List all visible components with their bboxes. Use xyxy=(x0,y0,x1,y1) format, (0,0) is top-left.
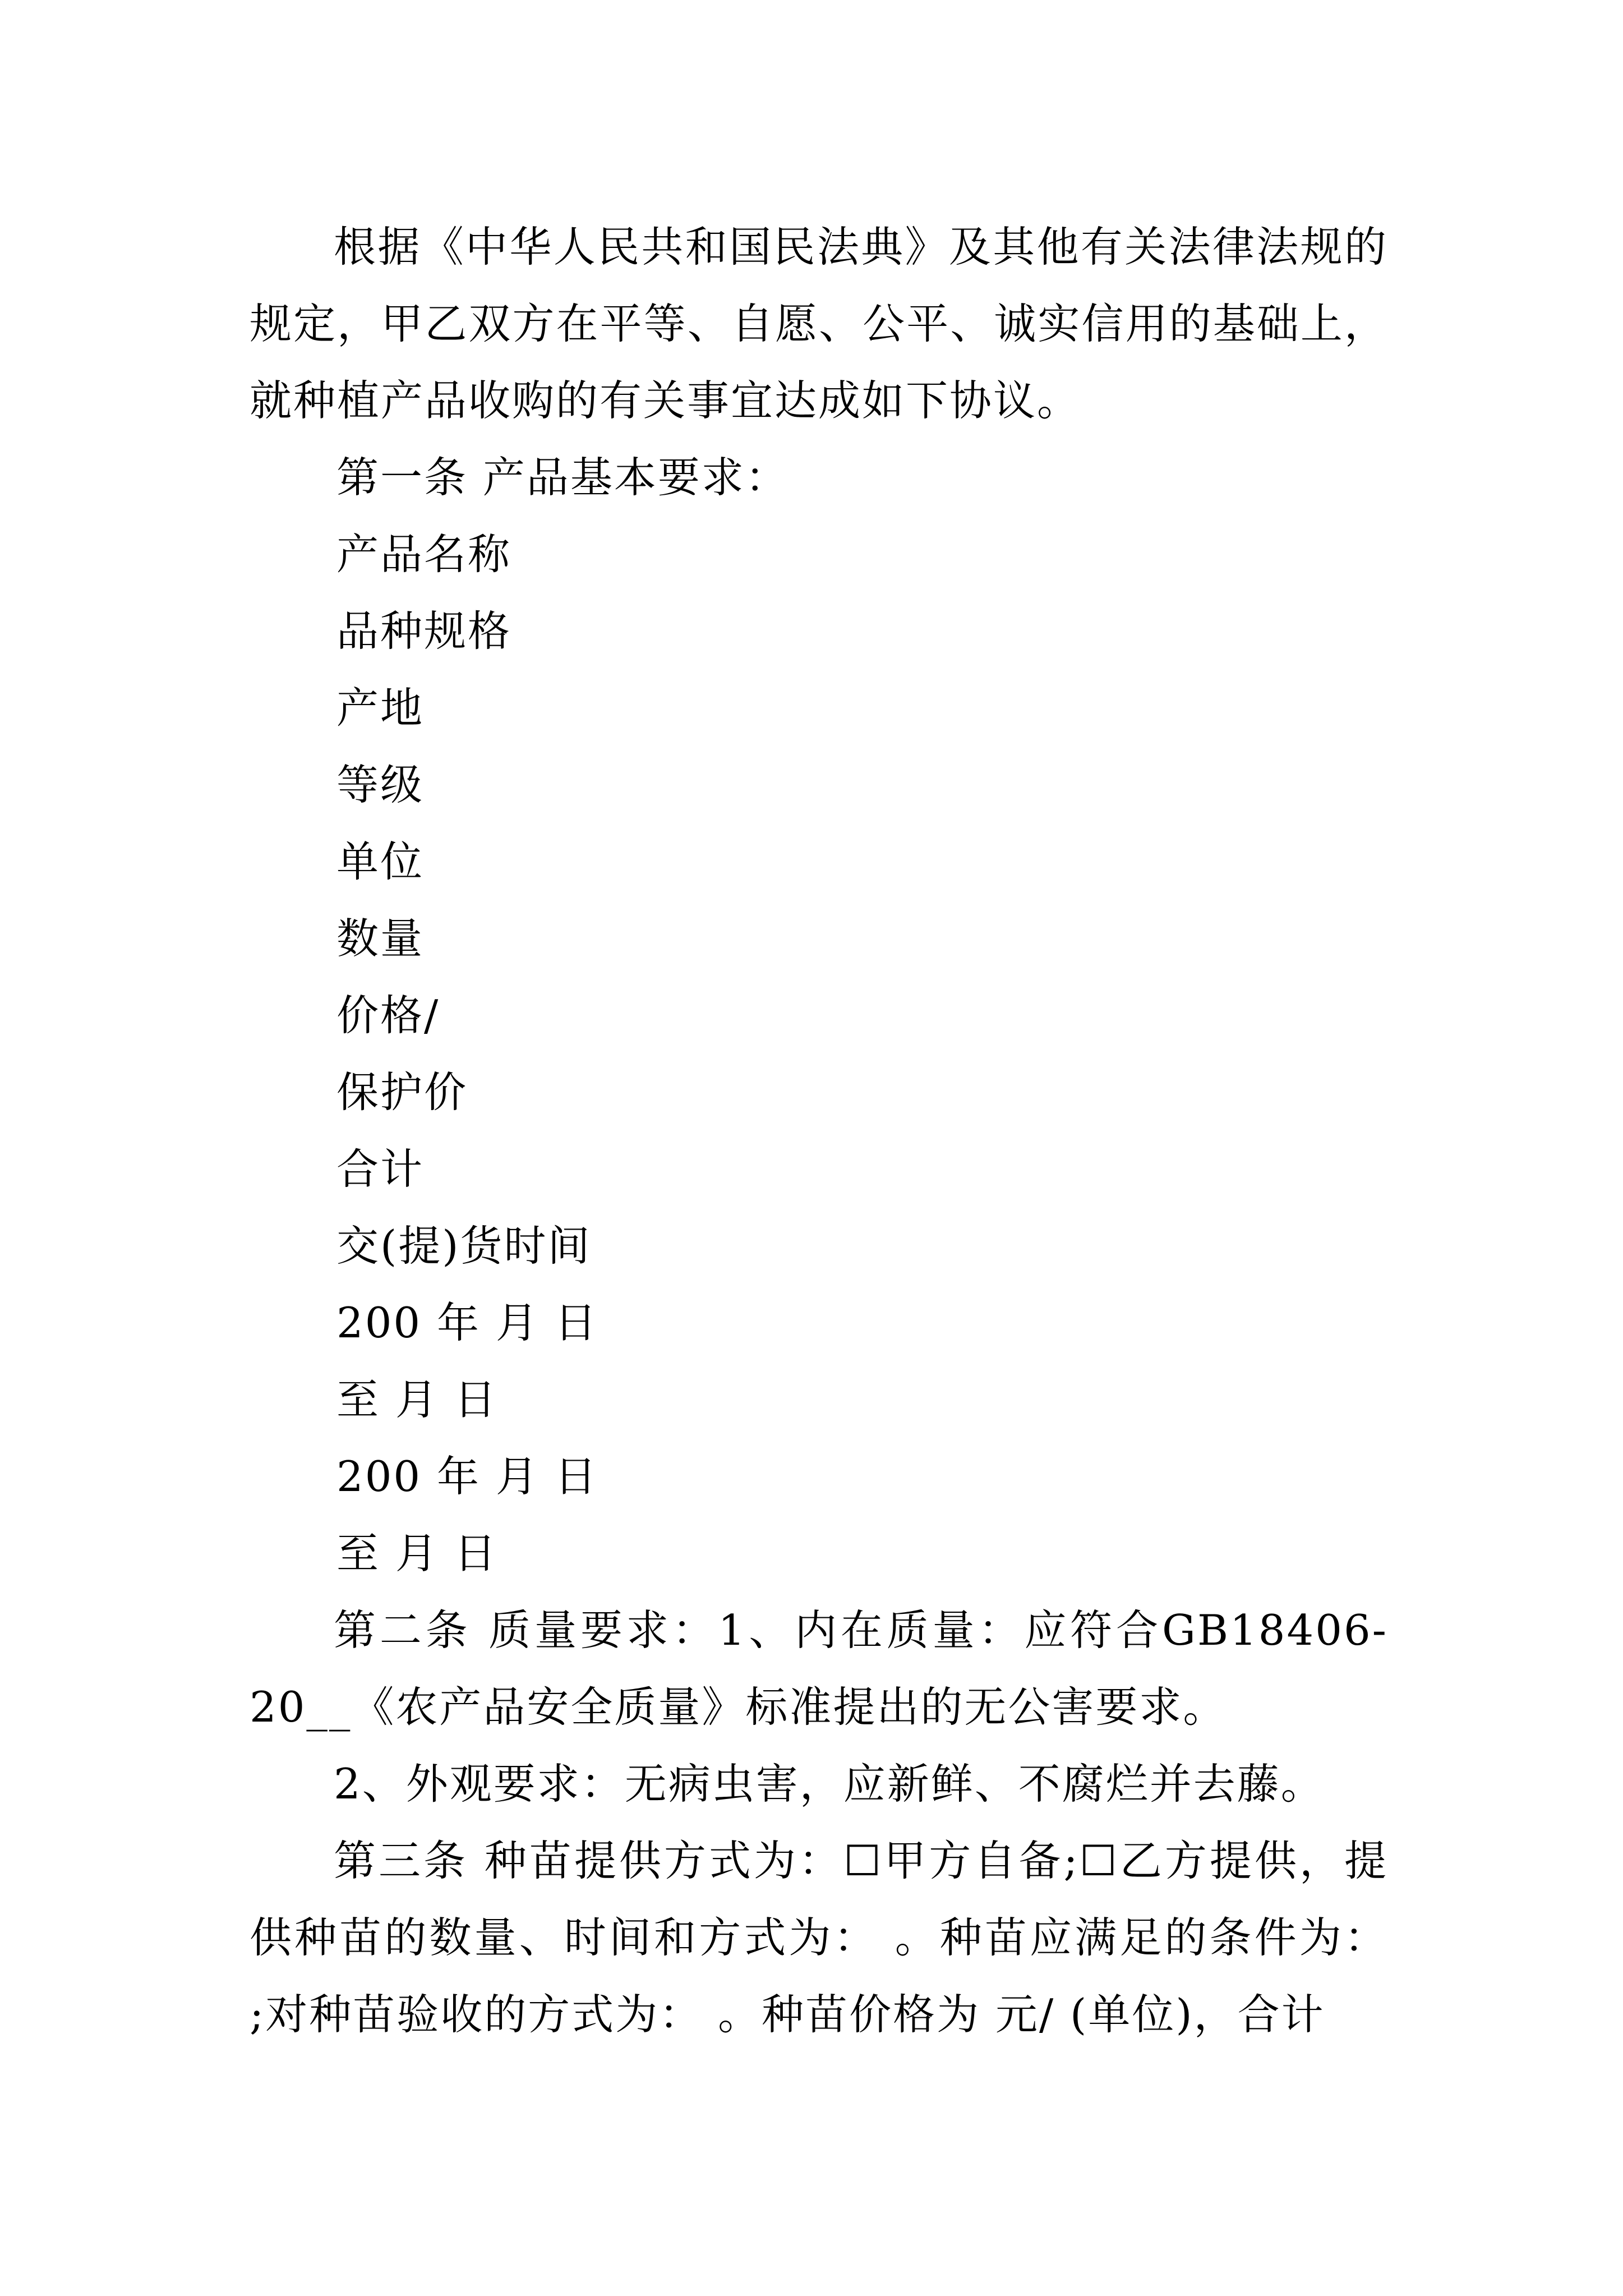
article-2-paragraph: 第二条 质量要求：1、内在质量：应符合GB18406-20__《农产品安全质量》标准提出的无公害要求。 xyxy=(250,1605,1388,1732)
field-product-name: 产品名称 xyxy=(336,530,512,579)
field-total: 合计 xyxy=(336,1144,425,1194)
document-body xyxy=(250,209,1388,2053)
field-quantity: 数量 xyxy=(336,914,425,963)
field-price: 价格/ xyxy=(336,991,440,1040)
field-delivery-time: 交(提)货时间 xyxy=(336,1221,592,1271)
delivery-date-from-2: 200 年 月 日 xyxy=(336,1452,598,1501)
field-protected-price: 保护价 xyxy=(336,1068,468,1117)
delivery-date-from-1: 200 年 月 日 xyxy=(336,1298,598,1347)
field-unit: 单位 xyxy=(336,837,425,886)
delivery-date-to-2: 至 月 日 xyxy=(336,1529,498,1578)
article-3-paragraph: 第三条 种苗提供方式为：☐甲方自备;☐乙方提供，提供种苗的数量、时间和方式为： 。种苗应满足的条件为： ;对种苗验收的方式为： 。种苗价格为 元/ (单位)，合计 xyxy=(250,1836,1388,2039)
field-grade: 等级 xyxy=(336,760,425,809)
delivery-date-to-1: 至 月 日 xyxy=(336,1375,498,1424)
article-1-heading: 第一条 产品基本要求： xyxy=(336,453,789,502)
field-variety-spec: 品种规格 xyxy=(336,606,512,656)
article-2-item-2: 2、外观要求：无病虫害，应新鲜、不腐烂并去藤。 xyxy=(334,1759,1325,1809)
intro-paragraph: 根据《中华人民共和国民法典》及其他有关法律法规的规定，甲乙双方在平等、自愿、公平、诚实信用的基础上，就种植产品收购的有关事宜达成如下协议。 xyxy=(250,222,1388,425)
field-origin: 产地 xyxy=(336,683,425,733)
